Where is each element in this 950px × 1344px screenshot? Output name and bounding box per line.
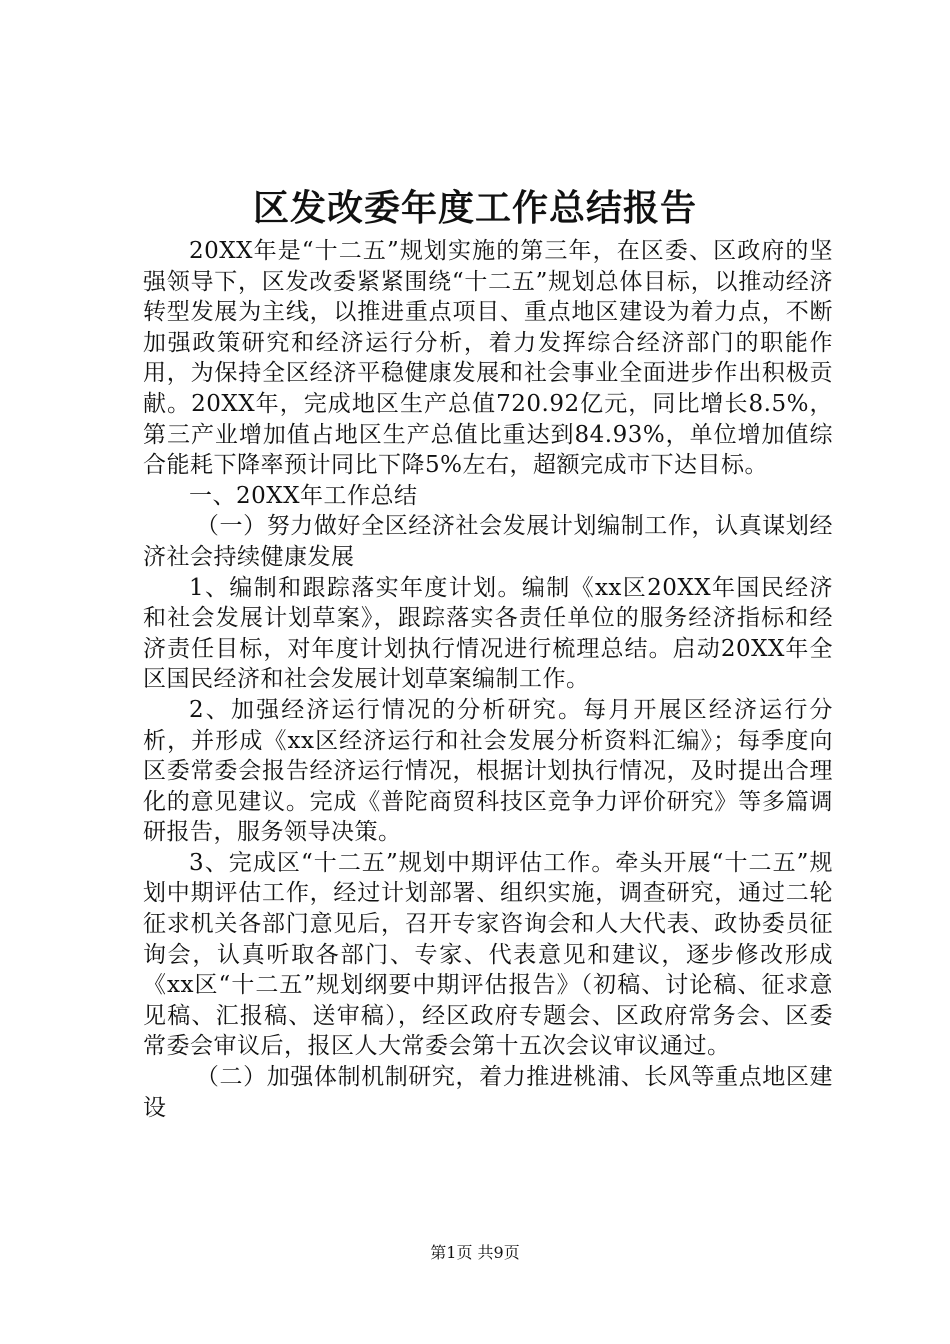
item-paragraph-1: 1、编制和跟踪落实年度计划。编制《xx区20XX年国民经济和社会发展计划草案》，跟踪落实各责任单位的服务经济指标和经济责任目标，对年度计划执行情况进行梳理总结。启动20XX年全区国民经济和社会发展计划草案编制工作。 (143, 574, 833, 693)
intro-paragraph: 20XX年是“十二五”规划实施的第三年，在区委、区政府的坚强领导下，区发改委紧紧围绕“十二五”规划总体目标，以推动经济转型发展为主线，以推进重点项目、重点地区建设为着力点，不断加强政策研究和经济运行分析，着力发挥综合经济部门的职能作用，为保持全区经济平稳健康发展和社会事业全面进步作出积极贡献。20XX年，完成地区生产总值720.92亿元，同比增长8.5%，第三产业增加值占地区生产总值比重达到84.93%，单位增加值综合能耗下降率预计同比下降5%左右，超额完成市下达目标。 (143, 238, 833, 479)
item-paragraph-2: 2、加强经济运行情况的分析研究。每月开展区经济运行分析，并形成《xx区经济运行和社会发展分析资料汇编》；每季度向区委常委会报告经济运行情况，根据计划执行情况，及时提出合理化的意见建议。完成《普陀商贸科技区竞争力评价研究》等多篇调研报告，服务领导决策。 (143, 696, 833, 846)
page-number: 第1页 共9页 (430, 1243, 520, 1262)
document-title: 区发改委年度工作总结报告 (252, 187, 697, 229)
document-body (143, 236, 833, 1123)
section-heading: 一、20XX年工作总结 (189, 482, 418, 509)
item-paragraph-3: 3、完成区“十二五”规划中期评估工作。牵头开展“十二五”规划中期评估工作，经过计划部署、组织实施，调查研究，通过二轮征求机关各部门意见后，召开专家咨询会和人大代表、政协委员征询会，认真听取各部门、专家、代表意见和建议，逐步修改形成《xx区“十二五”规划纲要中期评估报告》（初稿、讨论稿、征求意见稿、汇报稿、送审稿），经区政府专题会、区政府常务会、区委常委会审议后，报区人大常委会第十五次会议审议通过。 (143, 849, 833, 1060)
subsection-heading-2: （二）加强体制机制研究，着力推进桃浦、长风等重点地区建设 (143, 1064, 833, 1121)
subsection-heading-1: （一）努力做好全区经济社会发展计划编制工作，认真谋划经济社会持续健康发展 (143, 513, 833, 570)
